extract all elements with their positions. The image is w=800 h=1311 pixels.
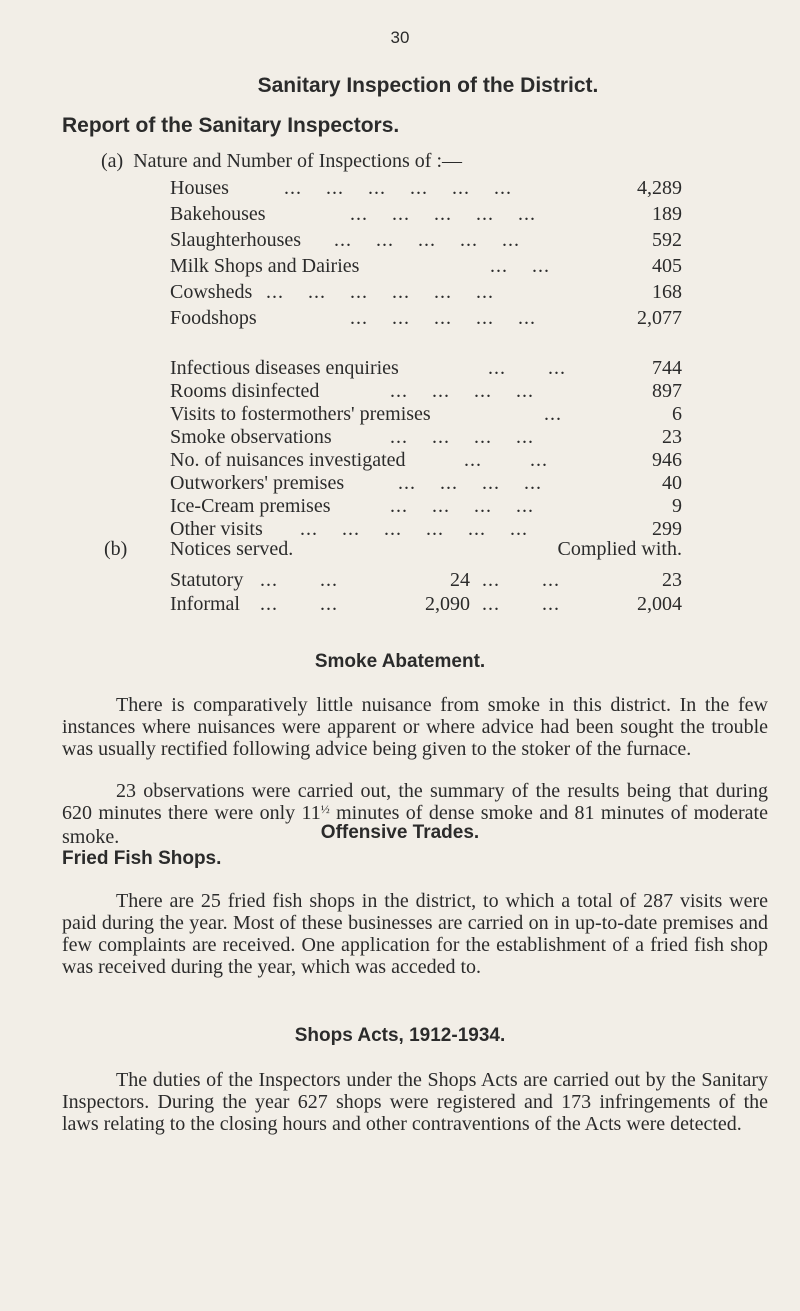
- inspection-label: Bakehouses: [170, 203, 266, 225]
- inspection-row: Visits to fostermothers' premises ... 6: [170, 403, 682, 425]
- report-heading: Report of the Sanitary Inspectors.: [62, 114, 400, 137]
- inspection-label: No. of nuisances investigated: [170, 449, 406, 471]
- inspection-row: Milk Shops and Dairies ... ... 405: [170, 255, 682, 277]
- notice-row: Informal ... ... 2,090 ... ... 2,004: [170, 593, 682, 615]
- section-a-title: Nature and Number of Inspections of :—: [133, 150, 463, 172]
- inspection-label: Rooms disinfected: [170, 380, 320, 402]
- inspection-value: 4,289: [637, 177, 682, 199]
- shops-acts-paragraph: The duties of the Inspectors under the Shops Acts are carried out by the Sanitary Inspectors. During the year 627 shops were registered and 173 infringements of the laws relating to the closing hours and other contraventions of the Acts were detected.: [62, 1069, 768, 1135]
- inspection-value: 592: [652, 229, 682, 251]
- inspection-label: Houses: [170, 177, 229, 199]
- fried-fish-paragraph: There are 25 fried fish shops in the district, to which a total of 287 visits were paid during the year. Most of these businesses are carried on in up-to-date premises and few complaints are received. One application for the establishment of a fried fish shop was received during the year, which was acceded to.: [62, 890, 768, 978]
- section-b-title: Notices served.: [170, 538, 294, 560]
- inspection-label: Visits to fostermothers' premises: [170, 403, 431, 425]
- fried-fish-heading: Fried Fish Shops.: [62, 848, 222, 869]
- inspection-value: 744: [652, 357, 682, 379]
- notice-label: Informal: [170, 593, 240, 615]
- inspection-row: Rooms disinfected ... ... ... ... 897: [170, 380, 682, 402]
- inspection-value: 299: [652, 518, 682, 540]
- notice-served: 24: [450, 569, 470, 591]
- page-number: 30: [390, 28, 410, 47]
- inspection-label: Slaughterhouses: [170, 229, 302, 251]
- inspection-label: Smoke observations: [170, 426, 332, 448]
- smoke-paragraph-1: There is comparatively little nuisance from smoke in this district. In the few instances where nuisances were apparent or where advice had been sought the trouble was usually rectified following advice being given to the stoker of the furnace.: [62, 694, 768, 760]
- inspection-row: Infectious diseases enquiries ... ... 744: [170, 357, 682, 379]
- inspection-value: 23: [662, 426, 682, 448]
- inspection-value: 897: [652, 380, 682, 402]
- offensive-heading: Offensive Trades.: [320, 822, 480, 843]
- inspection-value: 189: [652, 203, 682, 225]
- fraction-half: ½: [320, 802, 330, 816]
- inspection-label: Cowsheds: [170, 281, 253, 303]
- inspection-row: Ice-Cream premises ... ... ... ... 9: [170, 495, 682, 517]
- inspection-row: Foodshops ... ... ... ... ... 2,077: [170, 307, 682, 329]
- notice-complied: 23: [662, 569, 682, 591]
- inspection-label: Foodshops: [170, 307, 257, 329]
- shops-acts-heading: Shops Acts, 1912-1934.: [294, 1025, 506, 1046]
- inspection-value: 946: [652, 449, 682, 471]
- inspection-row: Outworkers' premises ... ... ... ... 40: [170, 472, 682, 494]
- inspection-value: 40: [662, 472, 682, 494]
- inspection-row: Bakehouses ... ... ... ... ... 189: [170, 203, 682, 225]
- inspection-row: Houses ... ... ... ... ... ... 4,289: [170, 177, 682, 199]
- notice-served: 2,090: [425, 593, 470, 615]
- section-a-heading: [101, 150, 462, 173]
- inspection-value: 405: [652, 255, 682, 277]
- page-title: Sanitary Inspection of the District.: [257, 74, 599, 97]
- inspection-label: Ice-Cream premises: [170, 495, 331, 517]
- inspection-row: Slaughterhouses ... ... ... ... ... 592: [170, 229, 682, 251]
- smoke-paragraph-2: 23 observations were carried out, the summary of the results being that during 620 minutes there were only $11^{\frac{1}{2}}$ minutes of dense smoke and 81 minutes of moderate smoke.: [62, 780, 768, 848]
- inspection-value: 168: [652, 281, 682, 303]
- notice-row: Statutory ... ... 24 ... ... 23: [170, 569, 682, 591]
- section-b-marker: (b): [104, 538, 128, 560]
- inspection-value: 9: [672, 495, 682, 517]
- inspection-label: Outworkers' premises: [170, 472, 345, 494]
- inspection-value: 6: [672, 403, 682, 425]
- complied-heading: Complied with.: [557, 538, 682, 560]
- notice-label: Statutory: [170, 569, 244, 591]
- inspection-row: Other visits ... ... ... ... ... ... 299: [170, 518, 682, 540]
- notice-complied: 2,004: [637, 593, 682, 615]
- inspection-row: Cowsheds ... ... ... ... ... ... 168: [170, 281, 682, 303]
- inspection-value: 2,077: [637, 307, 682, 329]
- section-a-marker: (a): [101, 150, 124, 172]
- inspection-row: No. of nuisances investigated ... ... 946: [170, 449, 682, 471]
- inspection-label: Other visits: [170, 518, 263, 540]
- smoke-heading: Smoke Abatement.: [314, 651, 486, 672]
- inspection-row: Smoke observations ... ... ... ... 23: [170, 426, 682, 448]
- inspection-label: Infectious diseases enquiries: [170, 357, 399, 379]
- inspection-label: Milk Shops and Dairies: [170, 255, 360, 277]
